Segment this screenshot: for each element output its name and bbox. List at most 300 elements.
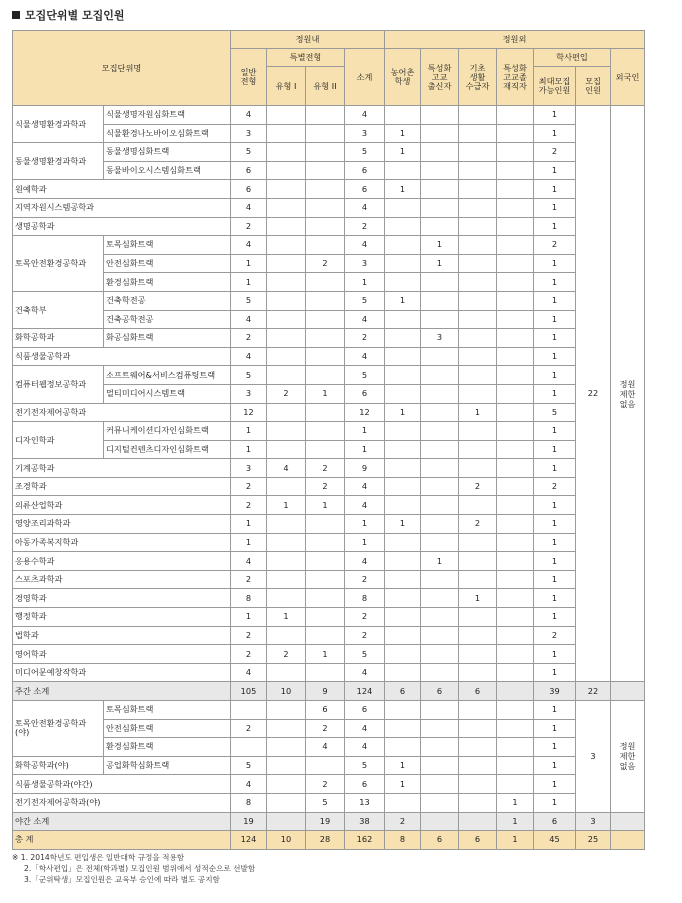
cell-sg <box>421 124 459 143</box>
cell-general: 3 <box>231 124 267 143</box>
recruit-count: 22 <box>576 106 611 682</box>
table-row <box>13 756 645 775</box>
cell-sg <box>421 180 459 199</box>
cell-farm: 1 <box>385 515 421 534</box>
cell-farm: 2 <box>385 812 421 831</box>
cell-t2 <box>306 552 345 571</box>
table-row <box>13 608 645 627</box>
cell-farm <box>385 422 421 441</box>
cell-sub: 4 <box>345 198 385 217</box>
cell-farm <box>385 645 421 664</box>
recruit-count: 3 <box>576 701 611 813</box>
page-title <box>12 7 124 23</box>
cell-recruit: 3 <box>576 812 611 831</box>
cell-t1 <box>267 403 306 422</box>
cell-t1 <box>267 161 306 180</box>
cell-t2 <box>306 663 345 682</box>
cell-sub: 4 <box>345 236 385 255</box>
table-row <box>13 384 645 403</box>
cell-sg <box>421 347 459 366</box>
cell-t1 <box>267 812 306 831</box>
cell-farm <box>385 440 421 459</box>
cell-sub: 9 <box>345 459 385 478</box>
cell-basic <box>459 161 497 180</box>
foreign-note-text: 정원 제한 없음 <box>619 741 636 772</box>
cell-sub: 2 <box>345 570 385 589</box>
cell-t1 <box>267 793 306 812</box>
cell-basic <box>459 198 497 217</box>
total-row <box>13 831 645 850</box>
cell-t1 <box>267 236 306 255</box>
cell-sg: 1 <box>421 552 459 571</box>
cell-max: 1 <box>534 329 576 348</box>
cell-general: 5 <box>231 756 267 775</box>
cell-basic: 2 <box>459 515 497 534</box>
cell-sw <box>497 329 534 348</box>
cell-general: 4 <box>231 310 267 329</box>
cell-sg <box>421 738 459 757</box>
cell-sw <box>497 124 534 143</box>
cell-basic <box>459 422 497 441</box>
cell-t1 <box>267 124 306 143</box>
cell-farm <box>385 608 421 627</box>
table-row <box>13 291 645 310</box>
dept-name <box>13 701 104 757</box>
cell-farm <box>385 719 421 738</box>
cell-sub: 38 <box>345 812 385 831</box>
cell-general: 1 <box>231 608 267 627</box>
cell-sg <box>421 626 459 645</box>
cell-general: 6 <box>231 180 267 199</box>
cell-max: 1 <box>534 775 576 794</box>
cell-general: 4 <box>231 347 267 366</box>
cell-sg: 3 <box>421 329 459 348</box>
cell-sub: 1 <box>345 440 385 459</box>
note-1: ※ 1. 2014학년도 편입생은 일반대학 규정을 적용함 <box>12 853 185 862</box>
cell-max: 1 <box>534 533 576 552</box>
cell-sub: 2 <box>345 608 385 627</box>
dept-label: 건축학부 <box>15 304 47 315</box>
header-foreign: 외국인 <box>611 49 645 106</box>
cell-farm <box>385 589 421 608</box>
cell-t1 <box>267 273 306 292</box>
header-basic: 기초 생활 수급자 <box>459 49 497 106</box>
cell-basic <box>459 106 497 125</box>
dept-name <box>13 366 104 403</box>
header-subtotal: 소계 <box>345 49 385 106</box>
cell-t1 <box>267 775 306 794</box>
cell-t1 <box>267 663 306 682</box>
cell-sub: 162 <box>345 831 385 850</box>
cell-sw <box>497 440 534 459</box>
cell-basic <box>459 738 497 757</box>
dept-name: 전기전자제어공학과(야) <box>13 793 231 812</box>
header-row <box>13 31 645 49</box>
cell-basic <box>459 663 497 682</box>
dept-name <box>13 422 104 459</box>
cell-sg <box>421 384 459 403</box>
cell-t1 <box>267 719 306 738</box>
cell-max: 2 <box>534 236 576 255</box>
table-row <box>13 106 645 125</box>
table-row <box>13 477 645 496</box>
cell-basic <box>459 570 497 589</box>
cell-sg: 6 <box>421 682 459 701</box>
cell-t1 <box>267 477 306 496</box>
cell-max: 1 <box>534 608 576 627</box>
header-special: 특별전형 <box>267 49 345 67</box>
table-row <box>13 496 645 515</box>
cell-basic <box>459 645 497 664</box>
cell-farm: 1 <box>385 775 421 794</box>
cell-sw <box>497 663 534 682</box>
cell-sub: 13 <box>345 793 385 812</box>
cell-general: 105 <box>231 682 267 701</box>
cell-sw <box>497 533 534 552</box>
foreign-note-text: 정원 제한 없음 <box>619 378 636 409</box>
cell-max: 2 <box>534 143 576 162</box>
note-3: 3.「군위탁생」모집인원은 교육부 승인에 따라 별도 공지함 <box>24 875 220 884</box>
table-row <box>13 161 645 180</box>
cell-basic <box>459 812 497 831</box>
cell-sub: 6 <box>345 384 385 403</box>
cell-sub: 4 <box>345 496 385 515</box>
cell-basic <box>459 701 497 720</box>
cell-sg <box>421 701 459 720</box>
cell-t2 <box>306 124 345 143</box>
cell-farm <box>385 533 421 552</box>
dept-name: 미디어문예창작학과 <box>13 663 231 682</box>
cell-general: 4 <box>231 198 267 217</box>
table-row <box>13 422 645 441</box>
dept-name: 전기전자제어공학과 <box>13 403 231 422</box>
cell-basic <box>459 459 497 478</box>
track-name: 커뮤니케이션디자인심화트랙 <box>104 422 231 441</box>
dept-label: 동물생명환경과학과 <box>15 155 87 166</box>
title-text: 모집단위별 모집인원 <box>25 9 125 22</box>
table-row <box>13 143 645 162</box>
cell-sub: 4 <box>345 310 385 329</box>
header-recruit: 모집 인원 <box>576 67 611 106</box>
cell-t1 <box>267 552 306 571</box>
cell-sg <box>421 775 459 794</box>
cell-sg <box>421 459 459 478</box>
cell-t2 <box>306 608 345 627</box>
cell-sub: 2 <box>345 626 385 645</box>
cell-t1 <box>267 756 306 775</box>
cell-basic <box>459 310 497 329</box>
header-in-quota: 정원내 <box>231 31 385 49</box>
cell-sub: 124 <box>345 682 385 701</box>
square-bullet-icon <box>12 11 20 19</box>
cell-sw <box>497 756 534 775</box>
cell-sub: 4 <box>345 663 385 682</box>
track-name: 화공심화트랙 <box>104 329 231 348</box>
cell-t2: 2 <box>306 459 345 478</box>
cell-sg <box>421 440 459 459</box>
header-out-quota: 정원외 <box>385 31 645 49</box>
dept-name <box>13 106 104 143</box>
cell-basic <box>459 533 497 552</box>
cell-farm: 1 <box>385 124 421 143</box>
cell-sw <box>497 459 534 478</box>
table-row <box>13 236 645 255</box>
cell-sg <box>421 570 459 589</box>
cell-sg <box>421 477 459 496</box>
table-row <box>13 329 645 348</box>
cell-basic <box>459 384 497 403</box>
cell-t1 <box>267 106 306 125</box>
table-row <box>13 738 645 757</box>
dept-name <box>13 291 104 328</box>
cell-t2: 2 <box>306 719 345 738</box>
cell-sub: 4 <box>345 477 385 496</box>
cell-general: 1 <box>231 515 267 534</box>
cell-max: 1 <box>534 515 576 534</box>
cell-max: 1 <box>534 552 576 571</box>
cell-max: 2 <box>534 477 576 496</box>
dept-name: 식품생물공학과(야간) <box>13 775 231 794</box>
cell-sg: 1 <box>421 236 459 255</box>
cell-max: 1 <box>534 422 576 441</box>
dept-name: 영어학과 <box>13 645 231 664</box>
dept-name <box>13 236 104 292</box>
cell-sub: 4 <box>345 106 385 125</box>
cell-sub: 4 <box>345 738 385 757</box>
cell-basic <box>459 254 497 273</box>
cell-foreign <box>611 812 645 831</box>
cell-general <box>231 701 267 720</box>
cell-general: 2 <box>231 570 267 589</box>
cell-t2: 2 <box>306 775 345 794</box>
cell-sub: 12 <box>345 403 385 422</box>
cell-farm <box>385 738 421 757</box>
cell-t2 <box>306 236 345 255</box>
cell-basic <box>459 236 497 255</box>
cell-sw <box>497 589 534 608</box>
cell-sw <box>497 310 534 329</box>
cell-t2 <box>306 106 345 125</box>
cell-basic: 6 <box>459 682 497 701</box>
cell-t2 <box>306 515 345 534</box>
cell-sub: 6 <box>345 775 385 794</box>
cell-sub: 3 <box>345 124 385 143</box>
cell-t2 <box>306 143 345 162</box>
cell-sg <box>421 589 459 608</box>
cell-general: 4 <box>231 552 267 571</box>
track-name: 환경심화트랙 <box>104 738 231 757</box>
header-type1: 유형 I <box>267 67 306 106</box>
day-subtotal-row <box>13 682 645 701</box>
cell-t1 <box>267 626 306 645</box>
cell-sub: 8 <box>345 589 385 608</box>
cell-sub: 2 <box>345 217 385 236</box>
header-farm: 농어촌 학생 <box>385 49 421 106</box>
cell-sub: 5 <box>345 645 385 664</box>
cell-max: 1 <box>534 217 576 236</box>
cell-max: 1 <box>534 254 576 273</box>
cell-general: 2 <box>231 496 267 515</box>
recruitment-table <box>12 30 645 850</box>
cell-sg <box>421 198 459 217</box>
cell-sw <box>497 477 534 496</box>
track-name: 소프트웨어&서비스컴퓨팅트랙 <box>104 366 231 385</box>
cell-t2 <box>306 347 345 366</box>
cell-sw <box>497 719 534 738</box>
cell-general <box>231 738 267 757</box>
table-row <box>13 403 645 422</box>
cell-farm: 1 <box>385 756 421 775</box>
cell-t1: 1 <box>267 496 306 515</box>
cell-sg <box>421 663 459 682</box>
cell-t2: 1 <box>306 645 345 664</box>
table-row <box>13 775 645 794</box>
cell-t2 <box>306 329 345 348</box>
table-row <box>13 440 645 459</box>
cell-max: 1 <box>534 663 576 682</box>
foreign-note <box>611 106 645 682</box>
track-name: 공업화학심화트랙 <box>104 756 231 775</box>
cell-t2 <box>306 756 345 775</box>
cell-general: 5 <box>231 143 267 162</box>
cell-general: 3 <box>231 384 267 403</box>
cell-sg <box>421 291 459 310</box>
track-name: 디지털컨텐츠디자인심화트랙 <box>104 440 231 459</box>
cell-general: 1 <box>231 533 267 552</box>
table-row <box>13 366 645 385</box>
cell-sw <box>497 273 534 292</box>
cell-sg <box>421 273 459 292</box>
table-row <box>13 570 645 589</box>
cell-general: 2 <box>231 477 267 496</box>
cell-sg <box>421 533 459 552</box>
cell-farm <box>385 161 421 180</box>
cell-t2 <box>306 217 345 236</box>
cell-general: 4 <box>231 106 267 125</box>
dept-name: 지역자원시스템공학과 <box>13 198 231 217</box>
cell-farm <box>385 347 421 366</box>
cell-basic: 6 <box>459 831 497 850</box>
cell-sg <box>421 756 459 775</box>
cell-farm <box>385 663 421 682</box>
cell-farm <box>385 366 421 385</box>
dept-label: 컴퓨터웹정보공학과 <box>15 378 87 389</box>
cell-general: 8 <box>231 589 267 608</box>
cell-farm: 1 <box>385 291 421 310</box>
cell-basic <box>459 626 497 645</box>
cell-max: 1 <box>534 366 576 385</box>
cell-sg <box>421 496 459 515</box>
cell-sg <box>421 812 459 831</box>
cell-sw: 1 <box>497 812 534 831</box>
cell-sw <box>497 626 534 645</box>
night-subtotal-row <box>13 812 645 831</box>
cell-sub: 2 <box>345 329 385 348</box>
cell-sg <box>421 608 459 627</box>
table-row <box>13 552 645 571</box>
cell-t1 <box>267 589 306 608</box>
cell-sw: 1 <box>497 831 534 850</box>
table-row <box>13 180 645 199</box>
cell-basic <box>459 496 497 515</box>
cell-sg <box>421 143 459 162</box>
cell-t2: 5 <box>306 793 345 812</box>
cell-farm: 8 <box>385 831 421 850</box>
cell-t1 <box>267 217 306 236</box>
cell-t1 <box>267 310 306 329</box>
cell-sg <box>421 422 459 441</box>
cell-t2 <box>306 310 345 329</box>
cell-basic <box>459 180 497 199</box>
cell-general: 1 <box>231 422 267 441</box>
dept-label: 토목안전환경공학과 <box>15 258 87 269</box>
table-row <box>13 645 645 664</box>
cell-sw <box>497 552 534 571</box>
cell-t1 <box>267 291 306 310</box>
track-name: 건축학전공 <box>104 291 231 310</box>
table-row <box>13 701 645 720</box>
cell-sw <box>497 570 534 589</box>
cell-sw <box>497 254 534 273</box>
cell-max: 1 <box>534 645 576 664</box>
cell-sub: 1 <box>345 533 385 552</box>
cell-general: 124 <box>231 831 267 850</box>
cell-sub: 6 <box>345 161 385 180</box>
track-name: 식물환경나노바이오심화트랙 <box>104 124 231 143</box>
cell-t2: 28 <box>306 831 345 850</box>
cell-sw <box>497 496 534 515</box>
cell-foreign <box>611 682 645 701</box>
track-name: 안전심화트랙 <box>104 254 231 273</box>
table-row <box>13 217 645 236</box>
track-name: 환경심화트랙 <box>104 273 231 292</box>
cell-farm <box>385 496 421 515</box>
header-bachelor: 학사편입 <box>534 49 611 67</box>
cell-farm <box>385 329 421 348</box>
cell-max: 1 <box>534 756 576 775</box>
cell-max: 39 <box>534 682 576 701</box>
cell-sw <box>497 422 534 441</box>
cell-max: 1 <box>534 310 576 329</box>
header-spec-work: 특성화 고교졸 재직자 <box>497 49 534 106</box>
dept-name: 법학과 <box>13 626 231 645</box>
cell-max: 1 <box>534 384 576 403</box>
night-subtotal-row-label: 야간 소계 <box>13 812 231 831</box>
cell-sw <box>497 143 534 162</box>
cell-t1: 10 <box>267 682 306 701</box>
cell-t1: 2 <box>267 384 306 403</box>
cell-basic <box>459 124 497 143</box>
track-name: 건축공학전공 <box>104 310 231 329</box>
cell-t2 <box>306 403 345 422</box>
cell-max: 1 <box>534 738 576 757</box>
cell-farm <box>385 106 421 125</box>
cell-t2: 2 <box>306 477 345 496</box>
cell-sw <box>497 515 534 534</box>
cell-general: 2 <box>231 626 267 645</box>
track-name: 동물바이오시스템심화트랙 <box>104 161 231 180</box>
cell-max: 1 <box>534 106 576 125</box>
cell-basic: 1 <box>459 403 497 422</box>
cell-max: 1 <box>534 198 576 217</box>
cell-sw <box>497 608 534 627</box>
dept-name: 조경학과 <box>13 477 231 496</box>
footnotes <box>12 852 255 885</box>
table-row <box>13 589 645 608</box>
cell-farm <box>385 459 421 478</box>
cell-general: 1 <box>231 254 267 273</box>
cell-sw <box>497 106 534 125</box>
